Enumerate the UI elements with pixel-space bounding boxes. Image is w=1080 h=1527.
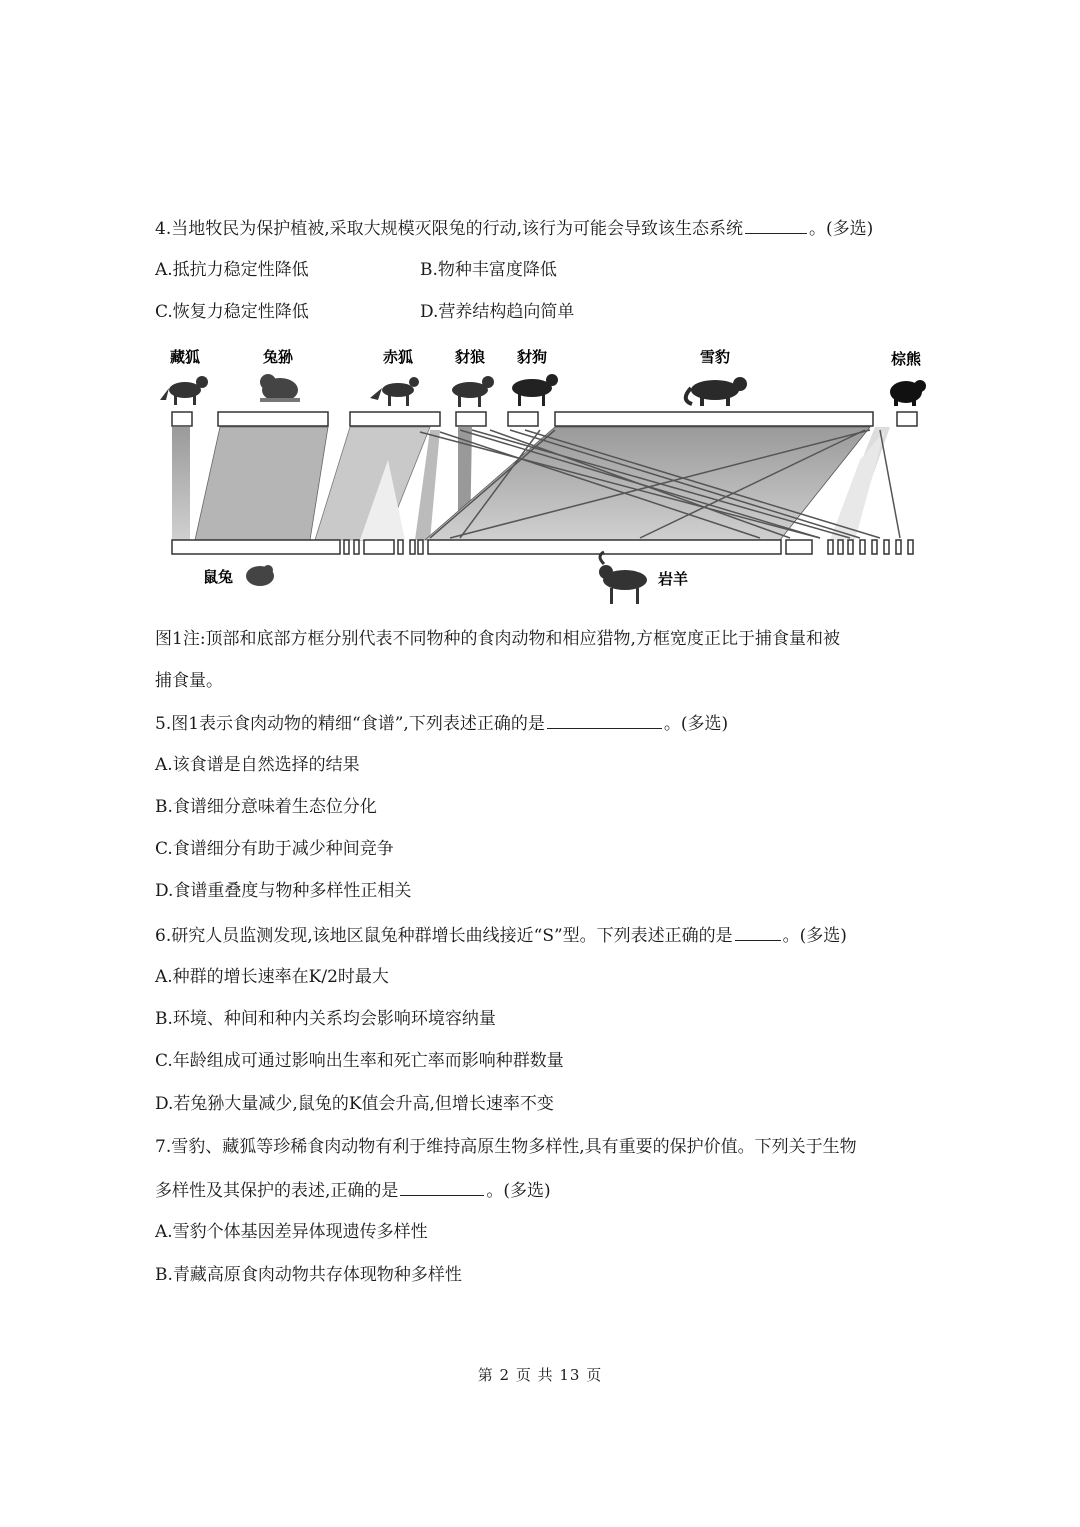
red-fox-icon <box>370 377 419 406</box>
q5-option-a: A.该食谱是自然选择的结果 <box>155 755 360 775</box>
flow-snow-leopard-blue-sheep <box>425 427 870 540</box>
prey-box-small-2 <box>354 540 359 554</box>
q6-option-b: B.环境、种间和种内关系均会影响环境容纳量 <box>155 1009 496 1029</box>
q4-option-d: D.营养结构趋向简单 <box>420 302 575 322</box>
predator-box-red-fox <box>350 412 440 426</box>
prey-box-small-6 <box>418 540 423 554</box>
q4-answer-blank[interactable] <box>745 217 807 234</box>
prey-box-small-1 <box>344 540 349 554</box>
figure-note-line1: 图1注:顶部和底部方框分别代表不同物种的食肉动物和相应猎物,方框宽度正比于捕食量和被 <box>155 629 840 649</box>
prey-label-blue-sheep: 岩羊 <box>657 570 689 588</box>
q6-stem <box>155 924 847 947</box>
predator-label-red-fox: 赤狐 <box>382 348 414 366</box>
blue-sheep-icon <box>599 552 647 604</box>
q6-option-c: C.年龄组成可通过影响出生率和死亡率而影响种群数量 <box>155 1051 564 1071</box>
q7-stem-line2 <box>155 1179 551 1202</box>
q4-stem-text: 4.当地牧民为保护植被,采取大规模灭限兔的行动,该行为可能会导致该生态系统 <box>155 219 744 239</box>
q7-stem-text: 多样性及其保护的表述,正确的是 <box>155 1181 399 1201</box>
dhole-icon <box>512 374 558 406</box>
prey-box-small-13 <box>884 540 889 554</box>
q7-stem-line1: 7.雪豹、藏狐等珍稀食肉动物有利于维持高原生物多样性,具有重要的保护价值。下列关于生物 <box>155 1137 857 1157</box>
predator-label-pallas-cat: 兔狲 <box>262 348 294 366</box>
q7-tail: 。(多选) <box>486 1181 551 1201</box>
food-web-figure <box>160 340 930 615</box>
prey-box-small-12 <box>872 540 877 554</box>
pallas-cat-icon <box>260 374 300 402</box>
figure-note-line2: 捕食量。 <box>155 671 223 691</box>
q7-answer-blank[interactable] <box>400 1179 484 1196</box>
q5-option-d: D.食谱重叠度与物种多样性正相关 <box>155 881 412 901</box>
q6-tail: 。(多选) <box>782 926 847 946</box>
food-web-diagram <box>160 340 930 615</box>
tibetan-fox-icon <box>160 376 208 405</box>
q5-option-b: B.食谱细分意味着生态位分化 <box>155 797 377 817</box>
q4-option-b: B.物种丰富度降低 <box>420 260 557 280</box>
predator-box-wolf <box>456 412 486 426</box>
predator-box-pallas-cat <box>218 412 328 426</box>
q6-option-a: A.种群的增长速率在K/2时最大 <box>155 967 389 987</box>
prey-box-small-14 <box>896 540 901 554</box>
food-web-flows <box>172 427 890 540</box>
q5-tail: 。(多选) <box>663 714 729 734</box>
prey-box-small-5 <box>410 540 415 554</box>
predator-label-tibetan-fox: 藏狐 <box>169 348 201 366</box>
q5-stem <box>155 712 728 735</box>
q5-answer-blank[interactable] <box>547 712 662 729</box>
q7-option-a: A.雪豹个体基因差异体现遗传多样性 <box>155 1222 428 1242</box>
flow-pallas-cat-pika <box>195 427 328 540</box>
prey-box-blue-sheep <box>428 540 781 554</box>
page-footer: 第 2 页 共 13 页 <box>477 1366 603 1384</box>
prey-box-small-10 <box>848 540 853 554</box>
predator-box-snow-leopard <box>555 412 873 426</box>
q6-answer-blank[interactable] <box>735 924 781 941</box>
q4-option-a: A.抵抗力稳定性降低 <box>155 260 309 280</box>
wolf-icon <box>452 376 494 407</box>
predator-box-tibetan-fox <box>172 412 192 426</box>
q4-stem <box>155 217 873 240</box>
q4-tail: 。(多选) <box>809 219 874 239</box>
predator-label-dhole: 豺狗 <box>516 348 548 366</box>
predator-label-snow-leopard: 雪豹 <box>699 348 731 366</box>
snow-leopard-icon <box>686 377 747 406</box>
predator-boxes <box>172 412 917 426</box>
q6-option-d: D.若兔狲大量减少,鼠兔的K值会升高,但增长速率不变 <box>155 1094 554 1114</box>
predator-box-brown-bear <box>897 412 917 426</box>
predator-box-dhole <box>508 412 538 426</box>
prey-box-pika <box>172 540 340 554</box>
prey-boxes <box>172 540 913 554</box>
predator-label-brown-bear: 棕熊 <box>890 350 922 368</box>
q7-option-b: B.青藏高原食肉动物共存体现物种多样性 <box>155 1265 462 1285</box>
prey-box-small-8 <box>828 540 833 554</box>
prey-box-small-3 <box>364 540 394 554</box>
prey-box-small-15 <box>908 540 913 554</box>
prey-label-pika: 鼠兔 <box>202 568 234 586</box>
prey-box-small-9 <box>838 540 843 554</box>
pika-icon <box>246 565 274 586</box>
q5-stem-text: 5.图1表示食肉动物的精细“食谱”,下列表述正确的是 <box>155 714 545 734</box>
prey-box-small-7 <box>786 540 812 554</box>
prey-box-small-4 <box>398 540 403 554</box>
q4-option-c: C.恢复力稳定性降低 <box>155 302 309 322</box>
q6-stem-text: 6.研究人员监测发现,该地区鼠兔种群增长曲线接近“S”型。下列表述正确的是 <box>155 926 733 946</box>
predator-label-wolf: 豺狼 <box>454 348 486 366</box>
flow-tibetan-fox-pika <box>172 427 190 540</box>
brown-bear-icon <box>890 380 926 406</box>
q5-option-c: C.食谱细分有助于减少种间竞争 <box>155 839 394 859</box>
prey-box-small-11 <box>860 540 865 554</box>
